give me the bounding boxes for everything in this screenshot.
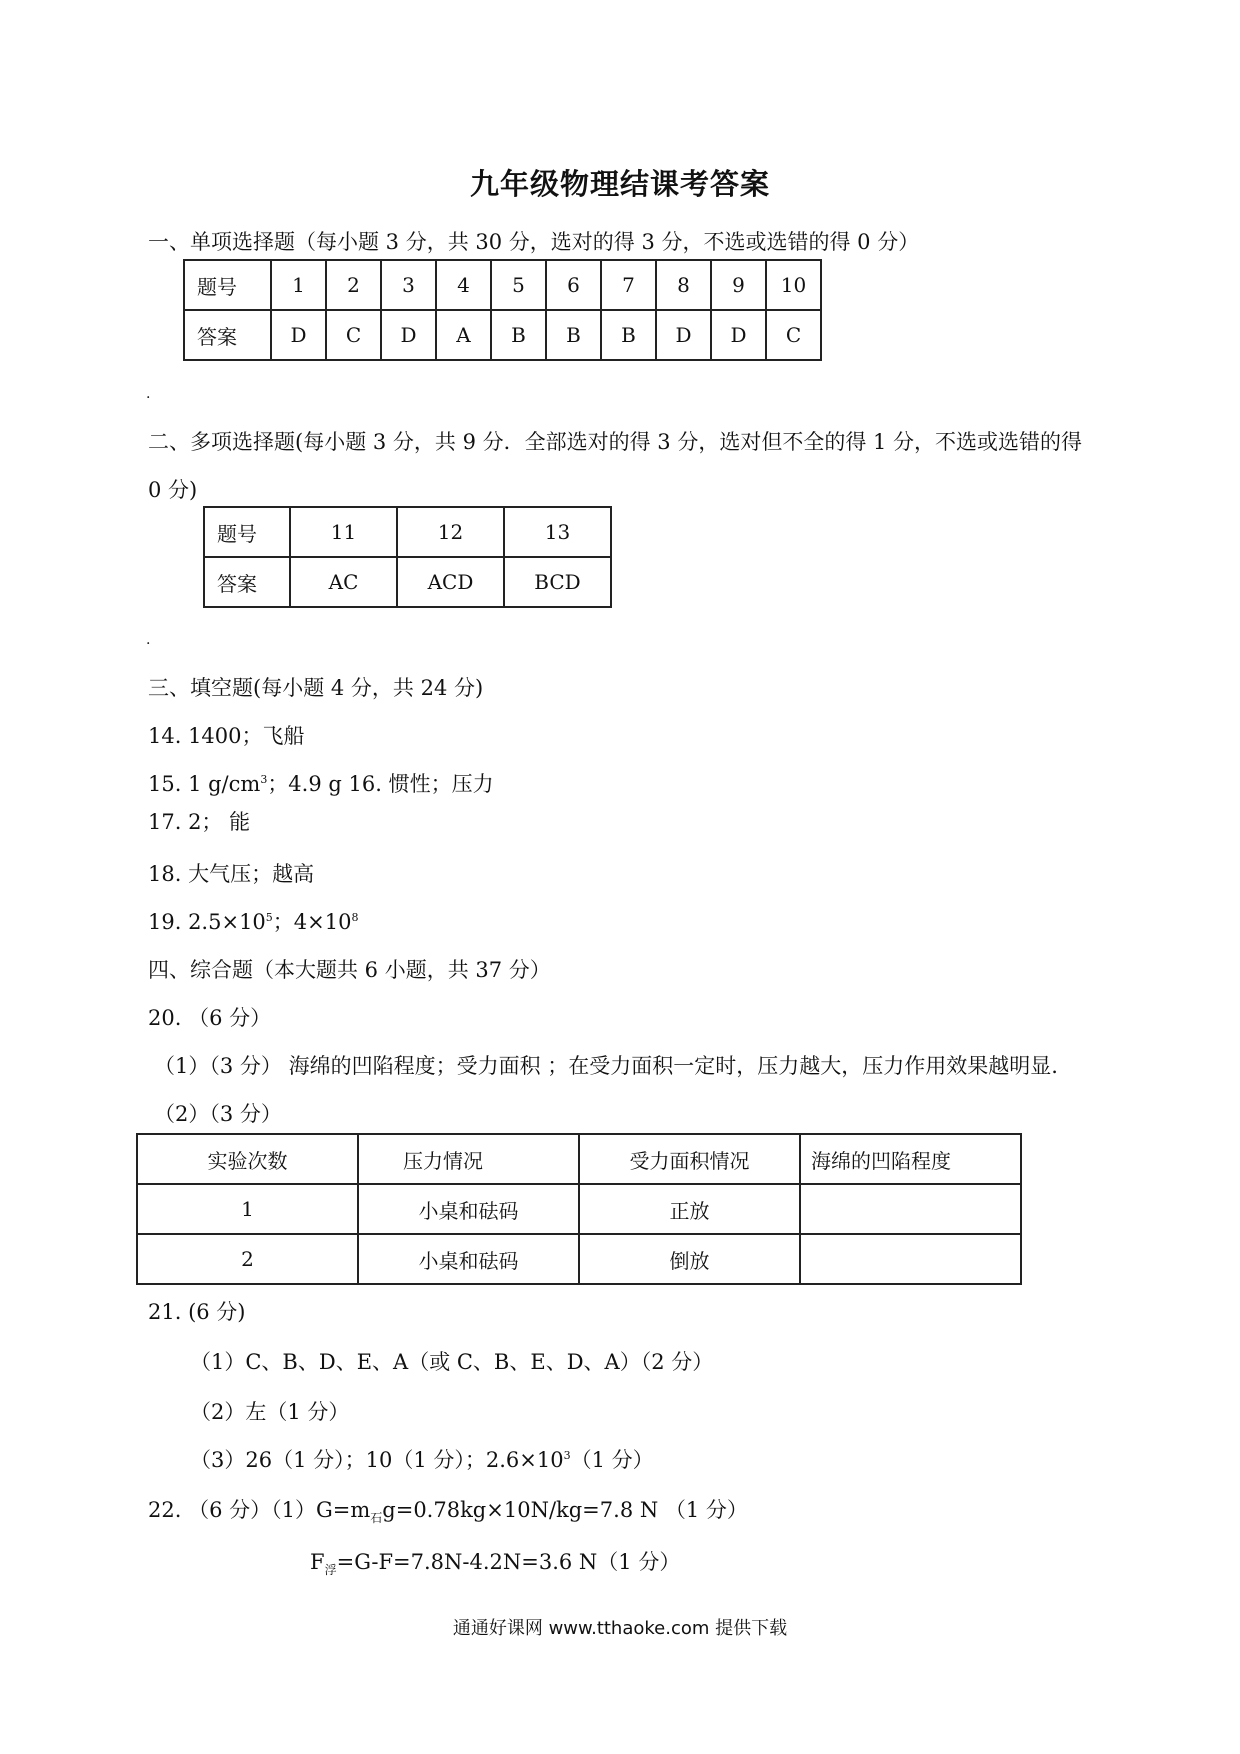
answer-q14: 14. 1400；飞船 [148,724,305,748]
q21-part2: （2）左（1 分） [190,1400,350,1424]
table-cell: D [656,310,711,360]
table-cell: ACD [397,557,504,607]
q22-line1: 22. （6 分）$(1)G=m_石g=0.78kg\times 10N/kg=7.8$ N （1 分） [148,1498,748,1526]
table-cell: 正放 [579,1184,800,1234]
table-cell: 1 [137,1184,358,1234]
table-row [137,1134,1021,1184]
table-cell: 11 [290,507,397,557]
single-choice-answer-table [183,259,822,361]
q21-label: 21. (6 分) [148,1300,246,1324]
table-cell [800,1234,1021,1284]
answer-q15-q16: 15. 1 $g/cm^3$；4.9 g 16. 惯性；压力 [148,772,494,796]
row-label-answer: 答案 [184,310,271,360]
table-cell: C [766,310,821,360]
q21-part3: （3）26（1 分）；10（1 分）；$2.6\times 10^3(1$ 分） [190,1448,654,1472]
experiment-table [136,1133,1022,1285]
section3-heading: 三、填空题(每小题 4 分，共 24 分) [148,676,484,700]
table-cell: BCD [504,557,611,607]
table-cell: 2 [137,1234,358,1284]
q20-part2: （2）（3 分） [154,1102,282,1126]
table-cell: D [711,310,766,360]
table-cell: B [601,310,656,360]
q22-line2: $F_浮=G-F=7.8N-4.2N=3.6$ N（1 分） [310,1550,681,1578]
table-cell: B [546,310,601,360]
table-row [204,557,611,607]
table-header: 压力情况 [358,1134,579,1184]
answer-q18: 18. 大气压；越高 [148,862,315,886]
section2-heading-line2: 0 分) [148,478,198,502]
table-cell: B [491,310,546,360]
table-cell: 7 [601,260,656,310]
table-cell: 5 [491,260,546,310]
table-cell: 2 [326,260,381,310]
multi-choice-answer-table [203,506,612,608]
stray-dot: . [146,632,151,648]
table-header: 实验次数 [137,1134,358,1184]
table-cell: D [271,310,326,360]
answer-q17: 17. 2； 能 [148,810,251,834]
table-cell: 4 [436,260,491,310]
table-cell: 13 [504,507,611,557]
stray-dot: . [146,386,151,402]
table-cell: 1 [271,260,326,310]
table-cell: 小桌和砝码 [358,1184,579,1234]
section1-heading: 一、单项选择题（每小题 3 分，共 30 分，选对的得 3 分，不选或选错的得 0 分） [148,230,920,254]
q21-part1: （1）C、B、D、E、A（或 C、B、E、D、A）（2 分） [190,1350,714,1374]
table-cell: 8 [656,260,711,310]
table-row [184,310,821,360]
table-row [204,507,611,557]
table-cell: AC [290,557,397,607]
row-label-answer: 答案 [204,557,290,607]
table-cell: 6 [546,260,601,310]
table-cell [800,1184,1021,1234]
table-cell: D [381,310,436,360]
q20-part1: （1）（3 分） 海绵的凹陷程度；受力面积 ；在受力面积一定时，压力越大，压力作用效果越明显. [154,1054,1058,1078]
table-row [137,1234,1021,1284]
table-cell: 倒放 [579,1234,800,1284]
q20-label: 20. （6 分） [148,1006,272,1030]
table-cell: A [436,310,491,360]
table-cell: 小桌和砝码 [358,1234,579,1284]
footer-source: 通通好课网 www.tthaoke.com 提供下载 [452,1618,788,1639]
row-label-number: 题号 [184,260,271,310]
row-label-number: 题号 [204,507,290,557]
table-cell: C [326,310,381,360]
table-row [184,260,821,310]
table-row [137,1184,1021,1234]
answer-q19: 19. $2.5\times 10^5$；$4\times 10^8$ [148,910,359,934]
table-cell: 3 [381,260,436,310]
table-header: 受力面积情况 [579,1134,800,1184]
table-cell: 10 [766,260,821,310]
section4-heading: 四、综合题（本大题共 6 小题，共 37 分） [148,958,551,982]
table-cell: 9 [711,260,766,310]
section2-heading-line1: 二、多项选择题(每小题 3 分，共 9 分．全部选对的得 3 分，选对但不全的得 1 分，不选或选错的得 [148,430,1083,454]
page-title: 九年级物理结课考答案 [469,167,770,201]
table-header: 海绵的凹陷程度 [800,1134,1021,1184]
table-cell: 12 [397,507,504,557]
